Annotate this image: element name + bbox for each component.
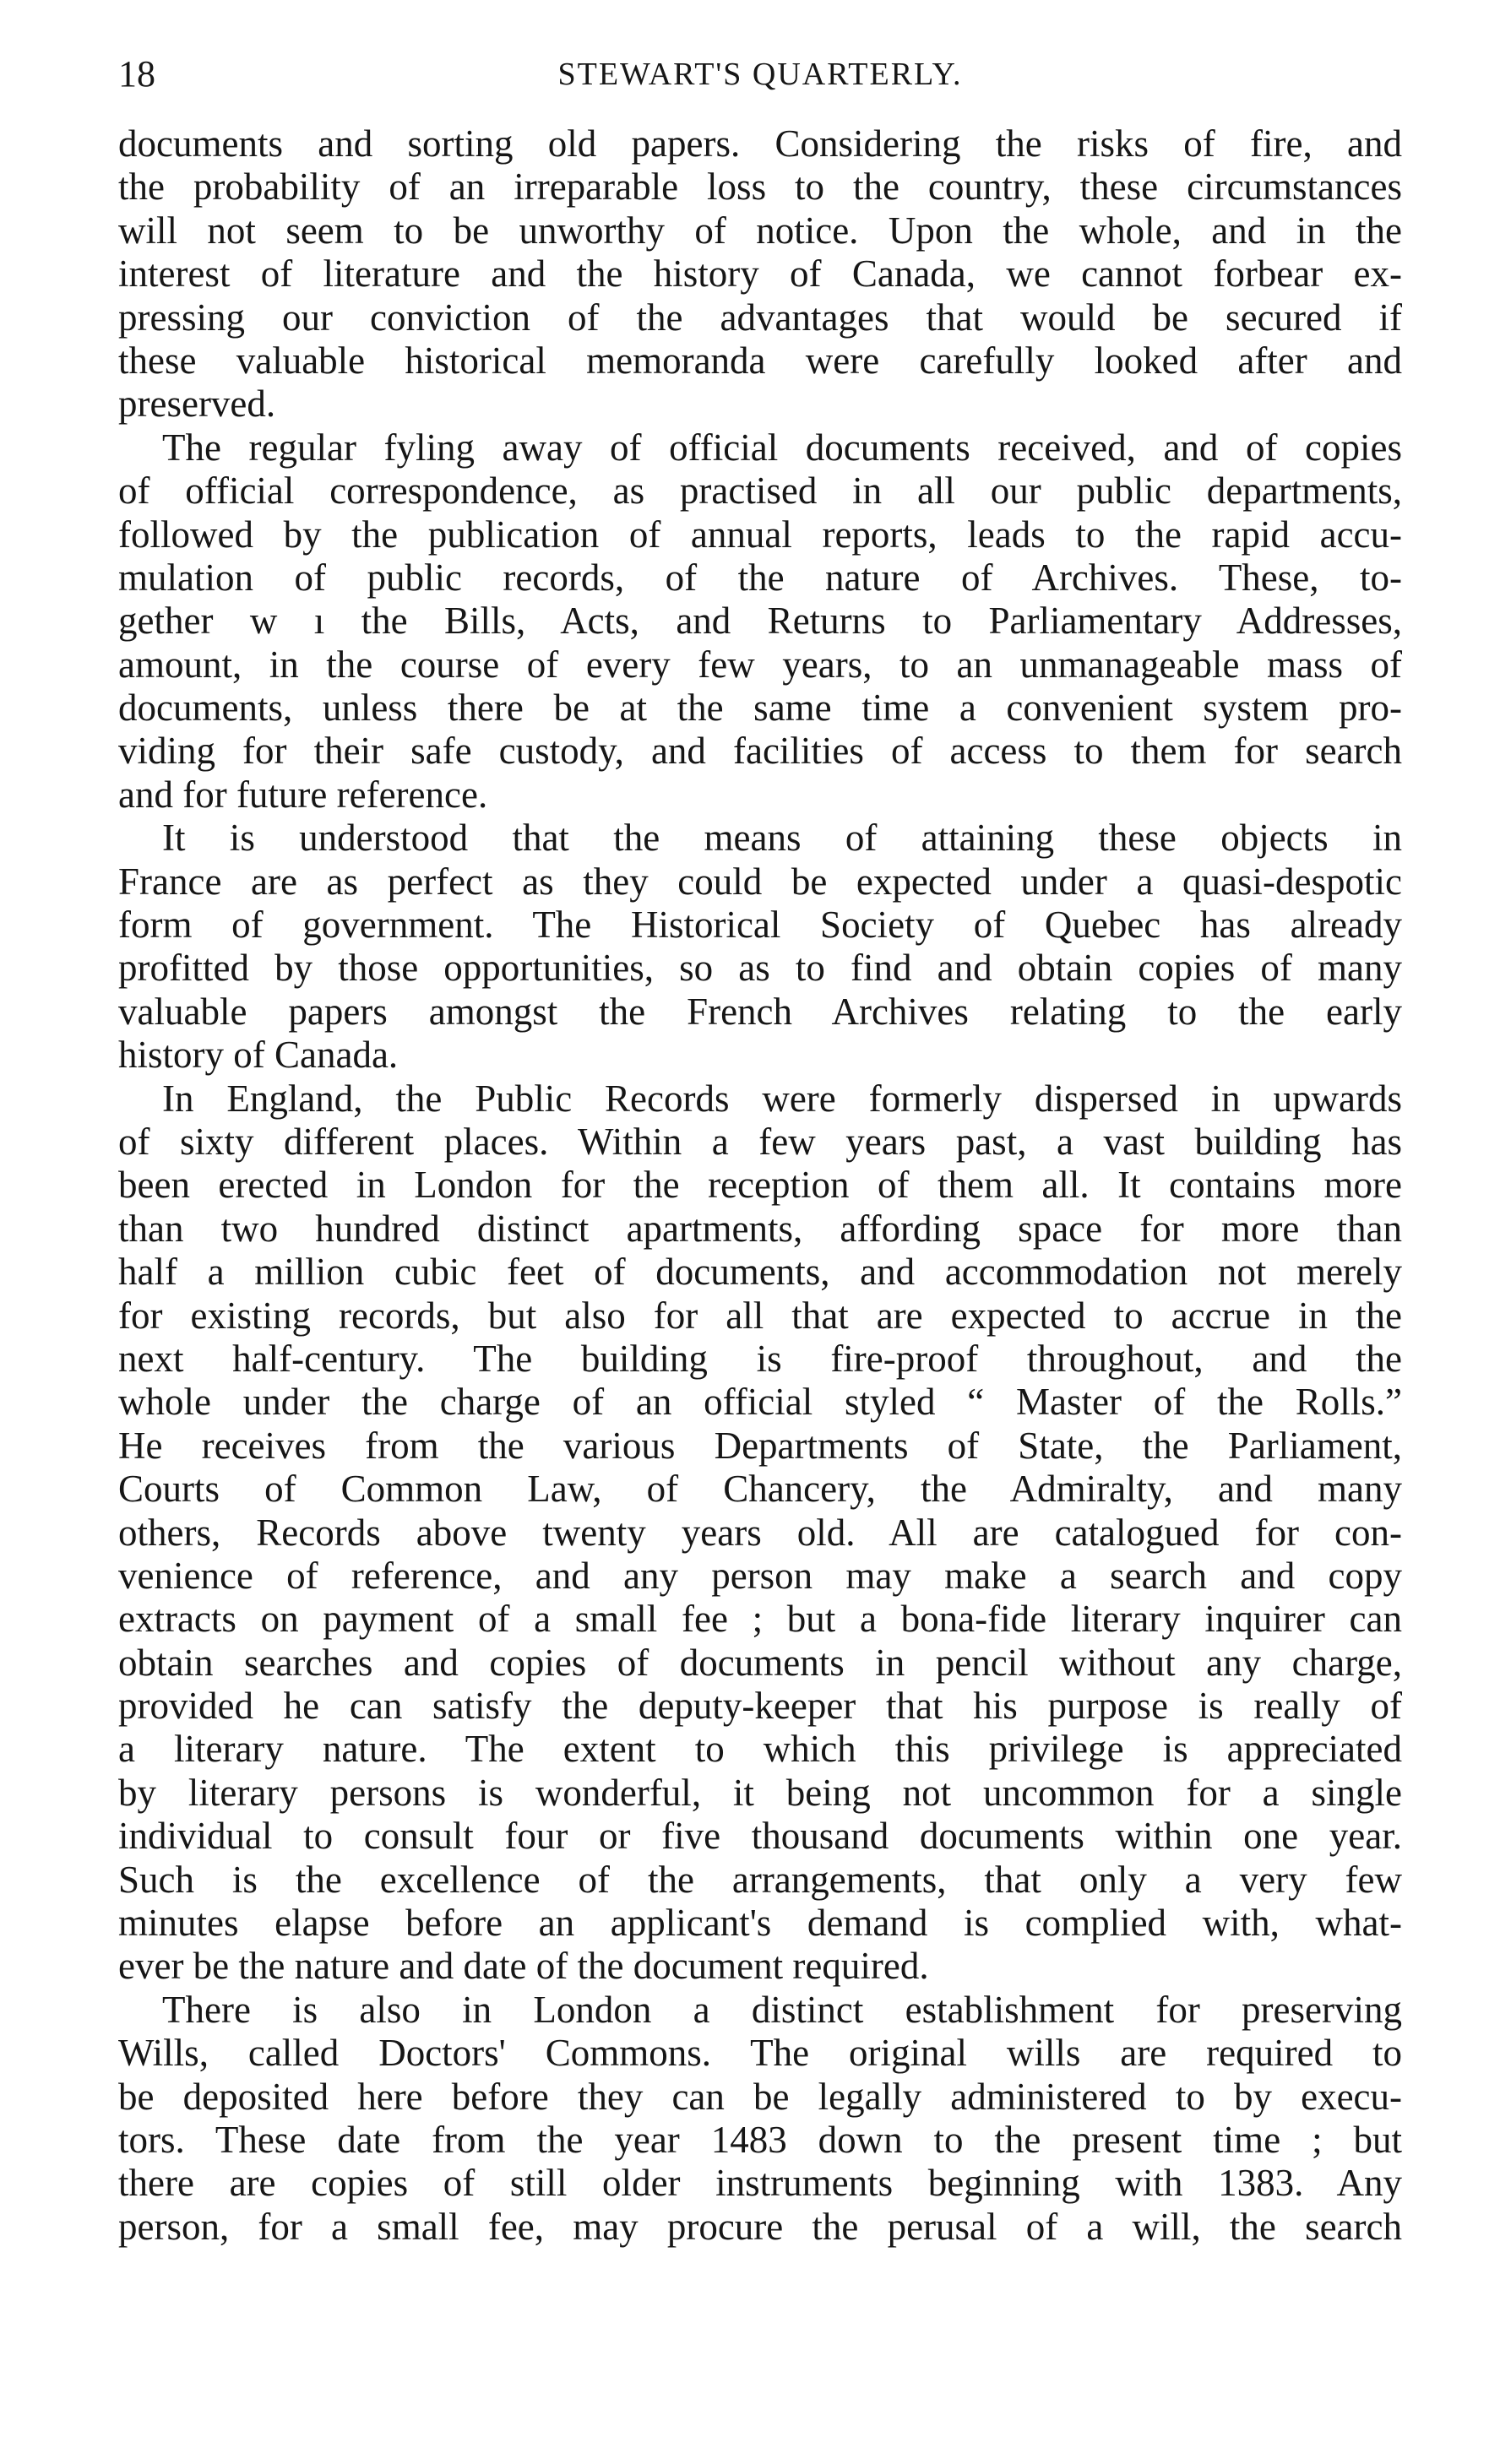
text-line: tors. These date from the year 1483 down to the present time ; but	[118, 2118, 1402, 2161]
text-line: of sixty different places. Within a few years past, a vast building has	[118, 1120, 1402, 1163]
text-line: person, for a small fee, may procure the perusal of a will, the search	[118, 2205, 1402, 2248]
text-line: for existing records, but also for all that are expected to accrue in the	[118, 1294, 1402, 1337]
text-line: whole under the charge of an official styled “ Master of the Rolls.”	[118, 1381, 1402, 1424]
text-line: others, Records above twenty years old. All are catalogued for con-	[118, 1511, 1402, 1554]
text-line: gether w ı the Bills, Acts, and Returns to Parliamentary Addresses,	[118, 600, 1402, 643]
text-line: It is understood that the means of attaining these objects in	[162, 817, 1402, 860]
text-line: amount, in the course of every few years, to an unmanageable mass of	[118, 643, 1402, 686]
body-text	[118, 122, 1402, 2249]
text-line: minutes elapse before an applicant's demand is complied with, what-	[118, 1902, 1402, 1945]
text-line: There is also in London a distinct establishment for preserving	[162, 1988, 1402, 2031]
text-line: by literary persons is wonderful, it being not uncommon for a single	[118, 1771, 1402, 1814]
text-line: form of government. The Historical Society of Quebec has already	[118, 904, 1402, 947]
text-line: pressing our conviction of the advantages that would be secured if	[118, 296, 1402, 339]
text-line: Such is the excellence of the arrangements, that only a very few	[118, 1858, 1402, 1901]
text-line: than two hundred distinct apartments, affording space for more than	[118, 1207, 1402, 1250]
text-line: interest of literature and the history of Canada, we cannot forbear ex-	[118, 252, 1402, 296]
text-line: Wills, called Doctors' Commons. The original wills are required to	[118, 2032, 1402, 2075]
text-line: extracts on payment of a small fee ; but a bona-fide literary inquirer can	[118, 1598, 1402, 1641]
text-line: the probability of an irreparable loss to the country, these circumstances	[118, 166, 1402, 209]
text-line: and for future reference.	[118, 773, 488, 816]
journal-title: STEWART'S QUARTERLY.	[557, 57, 963, 92]
text-line: be deposited here before they can be legally administered to by execu-	[118, 2075, 1402, 2118]
text-line: individual to consult four or five thousand documents within one year.	[118, 1815, 1402, 1858]
text-line: history of Canada.	[118, 1034, 399, 1077]
text-line: Courts of Common Law, of Chancery, the Admiralty, and many	[118, 1468, 1402, 1511]
text-line: a literary nature. The extent to which this privilege is appreciated	[118, 1728, 1402, 1771]
text-line: followed by the publication of annual reports, leads to the rapid accu-	[118, 513, 1402, 556]
text-line: mulation of public records, of the nature of Archives. These, to-	[118, 556, 1402, 599]
text-line: preserved.	[118, 383, 276, 426]
text-line: The regular fyling away of official documents received, and of copies	[162, 426, 1402, 469]
text-line: venience of reference, and any person may make a search and copy	[118, 1554, 1402, 1597]
text-line: He receives from the various Departments of State, the Parliament,	[118, 1424, 1402, 1467]
text-line: next half-century. The building is fire-proof throughout, and the	[118, 1337, 1402, 1380]
page-number: 18	[118, 53, 155, 95]
text-line: valuable papers amongst the French Archives relating to the early	[118, 990, 1402, 1033]
text-line: documents and sorting old papers. Considering the risks of fire, and	[118, 122, 1402, 165]
text-line: In England, the Public Records were formerly dispersed in upwards	[162, 1077, 1402, 1120]
text-line: obtain searches and copies of documents in pencil without any charge,	[118, 1641, 1402, 1684]
text-line: been erected in London for the reception of them all. It contains more	[118, 1164, 1402, 1207]
text-line: will not seem to be unworthy of notice. Upon the whole, and in the	[118, 209, 1402, 252]
text-line: of official correspondence, as practised in all our public departments,	[118, 469, 1402, 513]
text-line: half a million cubic feet of documents, and accommodation not merely	[118, 1251, 1402, 1294]
text-line: profitted by those opportunities, so as to find and obtain copies of many	[118, 947, 1402, 990]
text-line: these valuable historical memoranda were carefully looked after and	[118, 339, 1402, 382]
text-line: France are as perfect as they could be expected under a quasi-despotic	[118, 860, 1402, 903]
text-line: there are copies of still older instruments beginning with 1383. Any	[118, 2162, 1402, 2205]
text-line: viding for their safe custody, and facilities of access to them for search	[118, 730, 1402, 773]
text-line: ever be the nature and date of the document required.	[118, 1945, 929, 1988]
running-head	[118, 49, 1402, 100]
text-line: documents, unless there be at the same time a convenient system pro-	[118, 687, 1402, 730]
text-line: provided he can satisfy the deputy-keeper that his purpose is really of	[118, 1685, 1402, 1728]
